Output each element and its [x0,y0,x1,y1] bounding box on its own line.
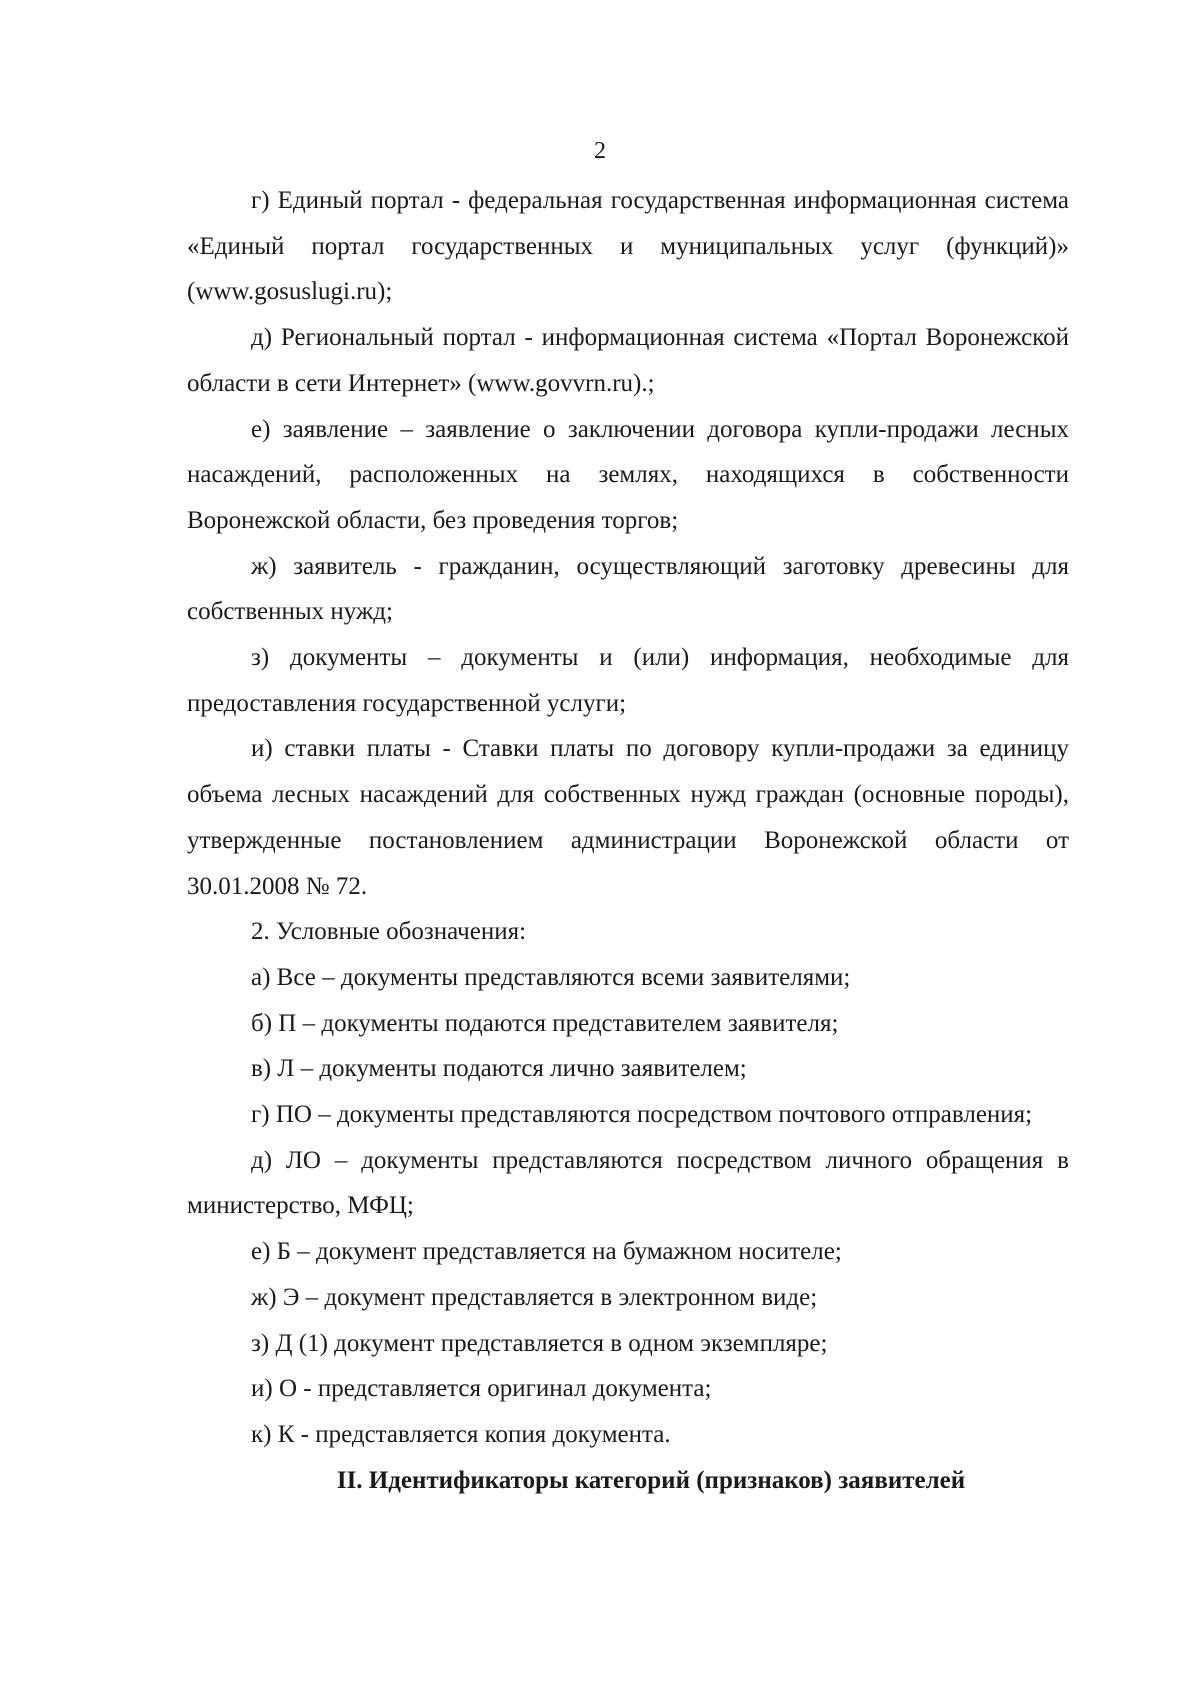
notation-item-v: в) Л – документы подаются лично заявителем; [251,1055,747,1083]
notation-heading: 2. Условные обозначения: [251,918,527,946]
notation-item-i: и) О - представляется оригинал документа; [251,1375,712,1403]
notation-item-k: к) К - представляется копия документа. [251,1420,671,1448]
notation-item-b: б) П – документы подаются представителем заявителя; [251,1009,839,1037]
definition-item-d: д) Региональный портал - информационная система «Портал Воронежской области в сети Интернет» (www.govvrn.ru).; [187,324,1069,397]
definition-item-e: е) заявление – заявление о заключении договора купли-продажи лесных насаждений, расположенных на землях, находящихся в собственности Воронежской области, без проведения торгов; [187,415,1069,534]
notation-item-a: а) Все – документы представляются всеми заявителями; [251,963,851,991]
document-body [187,178,1069,1503]
definition-item-zh: ж) заявитель - гражданин, осуществляющий заготовку древесины для собственных нужд; [187,552,1069,626]
notation-item-z: з) Д (1) документ представляется в одном экземпляре; [251,1329,828,1357]
section-heading: II. Идентификаторы категорий (признаков) заявителей [336,1466,966,1494]
notation-item-g: г) ПО – документы представляются посредством почтового отправления; [251,1101,1033,1129]
notation-item-e: е) Б – документ представляется на бумажном носителе; [251,1238,842,1266]
notation-item-zh: ж) Э – документ представляется в электронном виде; [251,1283,818,1311]
definition-item-z: з) документы – документы и (или) информация, необходимые для предоставления государственной услуги; [187,644,1069,717]
notation-item-d: д) ЛО – документы представляются посредством личного обращения в министерство, МФЦ; [187,1146,1069,1220]
page-number: 2 [594,138,606,164]
definition-item-i: и) ставки платы - Ставки платы по договору купли-продажи за единицу объема лесных насаждений для собственных нужд граждан (основные породы), утвержденные постановлением администрации Воронежской области от 30.01.2008 № 72. [187,735,1069,900]
definition-item-g: г) Единый портал - федеральная государственная информационная система «Единый портал государственных и муниципальных услуг (функций)» (www.gosuslugi.ru); [187,187,1069,306]
